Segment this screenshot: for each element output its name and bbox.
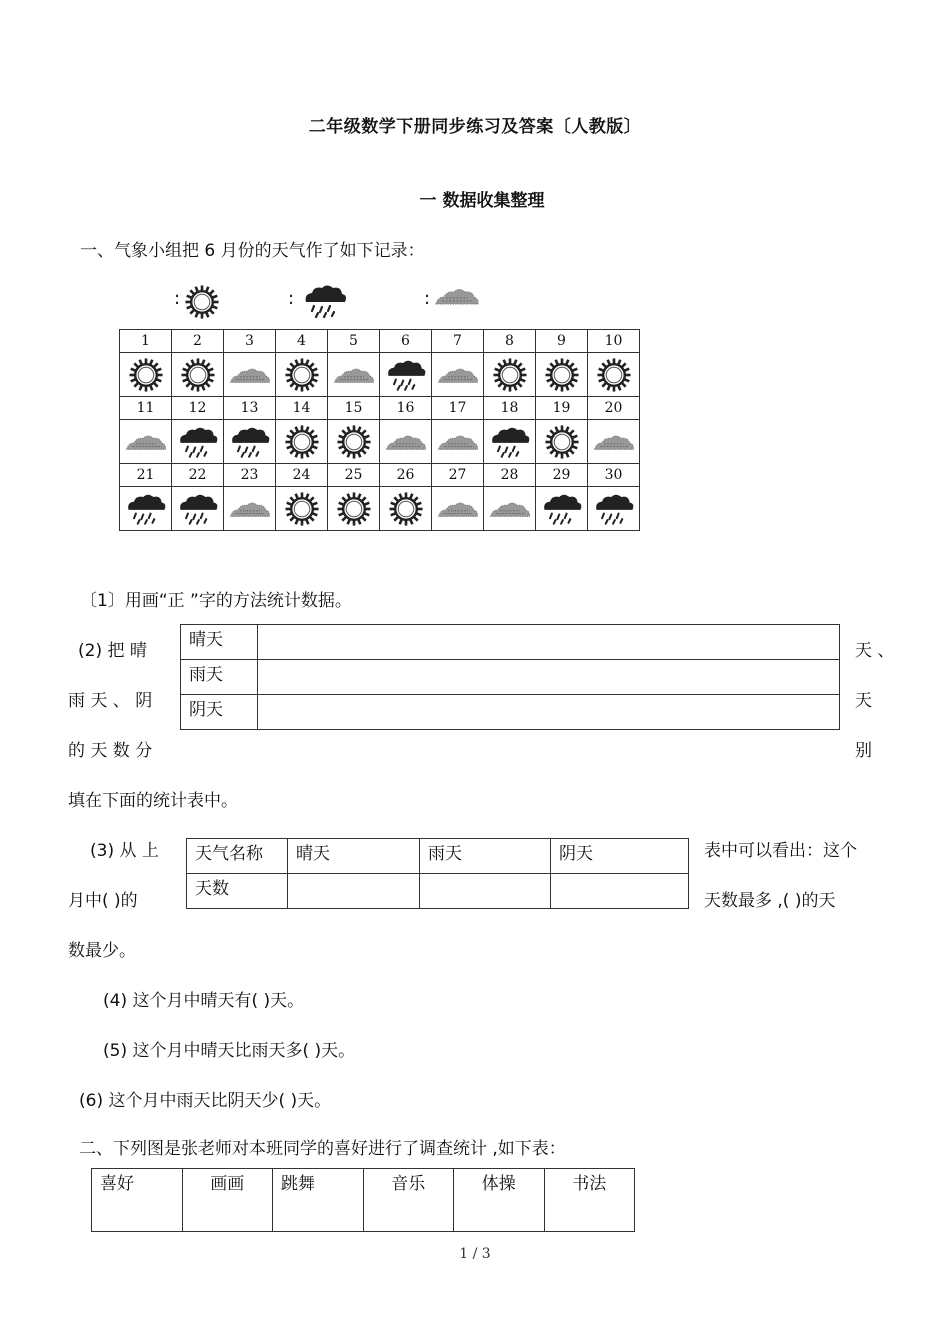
question-2-intro: 二、下列图是张老师对本班同学的喜好进行了调查统计 ,如下表： <box>79 1139 566 1159</box>
hobby-table <box>91 1168 635 1232</box>
sub-question-2-right-2: 天 <box>855 691 872 711</box>
day-number: 24 <box>276 464 328 487</box>
day-weather-cell <box>172 353 224 397</box>
table-header-cell: 雨天 <box>420 839 551 874</box>
day-weather-cell <box>380 420 432 464</box>
weather-calendar <box>119 329 640 531</box>
sub-question-6: (6) 这个月中雨天比阴天少( )天。 <box>79 1091 332 1111</box>
page-number: 1 / 3 <box>459 1246 491 1262</box>
day-weather-cell <box>328 353 380 397</box>
day-number: 10 <box>588 330 640 353</box>
day-weather-cell <box>172 487 224 531</box>
sub-question-5: (5) 这个月中晴天比雨天多( )天。 <box>103 1041 356 1061</box>
rain-cloud-icon <box>591 491 637 527</box>
day-weather-cell <box>380 487 432 531</box>
question-1-intro: 一、气象小组把 6 月份的天气作了如下记录： <box>80 241 425 261</box>
day-weather-cell <box>276 353 328 397</box>
table-row <box>181 625 840 660</box>
day-number: 26 <box>380 464 432 487</box>
day-number: 6 <box>380 330 432 353</box>
day-weather-cell <box>484 353 536 397</box>
day-number: 8 <box>484 330 536 353</box>
legend-separator: : <box>288 288 295 309</box>
day-number: 4 <box>276 330 328 353</box>
rain-cloud-icon <box>487 424 533 460</box>
day-number: 20 <box>588 397 640 420</box>
table-header-cell: 画画 <box>182 1169 273 1232</box>
table-row <box>92 1169 635 1232</box>
sun-icon <box>336 424 372 460</box>
unit-heading: 一 数据收集整理 <box>419 191 545 211</box>
table-header-cell: 书法 <box>544 1169 635 1232</box>
day-weather-cell <box>380 353 432 397</box>
table-row <box>187 874 689 909</box>
sun-icon <box>180 357 216 393</box>
overcast-cloud-icon <box>123 430 169 454</box>
overcast-cloud-icon <box>383 430 429 454</box>
rain-cloud-icon <box>300 282 350 320</box>
day-weather-cell <box>588 420 640 464</box>
sub-question-3-right-1: 表中可以看出：这个 <box>704 841 857 861</box>
answer-cell[interactable] <box>288 874 420 909</box>
sun-icon <box>128 357 164 393</box>
sun-icon <box>388 491 424 527</box>
sub-question-2-right-3: 别 <box>855 741 872 761</box>
sun-icon <box>544 357 580 393</box>
calendar-weather-row <box>120 487 640 531</box>
day-number: 2 <box>172 330 224 353</box>
rain-cloud-icon <box>175 491 221 527</box>
tally-label: 雨天 <box>181 660 258 695</box>
answer-cell[interactable] <box>551 874 689 909</box>
overcast-cloud-icon <box>435 363 481 387</box>
day-weather-cell <box>484 420 536 464</box>
table-row <box>181 695 840 730</box>
day-weather-cell <box>536 487 588 531</box>
calendar-day-number-row <box>120 330 640 353</box>
day-number: 15 <box>328 397 380 420</box>
sub-question-2-right-1: 天 、 <box>855 641 895 661</box>
sub-question-2-tail: 填在下面的统计表中。 <box>68 791 238 811</box>
day-number: 18 <box>484 397 536 420</box>
sun-icon <box>596 357 632 393</box>
day-number: 30 <box>588 464 640 487</box>
calendar-day-number-row <box>120 397 640 420</box>
day-weather-cell <box>120 353 172 397</box>
calendar-weather-row <box>120 420 640 464</box>
day-weather-cell <box>328 420 380 464</box>
rain-cloud-icon <box>123 491 169 527</box>
answer-cell[interactable] <box>420 874 551 909</box>
sub-question-3-right-2: 天数最多 ,( )的天 <box>704 891 836 911</box>
table-row <box>187 839 689 874</box>
day-weather-cell <box>120 420 172 464</box>
day-number: 13 <box>224 397 276 420</box>
day-weather-cell <box>432 353 484 397</box>
sun-icon <box>492 357 528 393</box>
overcast-cloud-icon <box>227 497 273 521</box>
day-number: 1 <box>120 330 172 353</box>
day-number: 9 <box>536 330 588 353</box>
sun-icon <box>284 491 320 527</box>
sub-question-3-tail: 数最少。 <box>68 941 136 961</box>
sub-question-2-line-3: 的 天 数 分 <box>68 741 153 761</box>
day-weather-cell <box>536 353 588 397</box>
rain-cloud-icon <box>227 424 273 460</box>
sun-icon <box>336 491 372 527</box>
calendar-weather-row <box>120 353 640 397</box>
sun-icon <box>284 357 320 393</box>
table-header-cell: 音乐 <box>363 1169 454 1232</box>
weather-legend <box>170 282 490 322</box>
sub-question-3-line-1: (3) 从 上 <box>90 841 159 861</box>
day-number: 14 <box>276 397 328 420</box>
rain-cloud-icon <box>539 491 585 527</box>
day-weather-cell <box>224 420 276 464</box>
day-weather-cell <box>588 353 640 397</box>
day-weather-cell <box>536 420 588 464</box>
sub-question-1: 〔1〕用画“正 ”字的方法统计数据。 <box>80 591 352 611</box>
table-header-cell: 跳舞 <box>273 1169 364 1232</box>
day-number: 28 <box>484 464 536 487</box>
overcast-cloud-icon <box>591 430 637 454</box>
day-weather-cell <box>588 487 640 531</box>
day-number: 25 <box>328 464 380 487</box>
overcast-cloud-icon <box>435 430 481 454</box>
overcast-cloud-icon <box>331 363 377 387</box>
sun-icon <box>284 424 320 460</box>
day-weather-cell <box>432 420 484 464</box>
legend-separator: : <box>424 288 431 309</box>
day-number: 22 <box>172 464 224 487</box>
tally-answer-cell[interactable] <box>258 660 840 695</box>
day-number: 12 <box>172 397 224 420</box>
day-number: 21 <box>120 464 172 487</box>
day-number: 17 <box>432 397 484 420</box>
sun-icon <box>544 424 580 460</box>
rain-cloud-icon <box>383 357 429 393</box>
overcast-cloud-icon <box>432 284 482 308</box>
tally-table <box>180 624 840 730</box>
table-header-cell: 喜好 <box>92 1169 183 1232</box>
day-weather-cell <box>484 487 536 531</box>
rain-cloud-icon <box>175 424 221 460</box>
day-weather-cell <box>328 487 380 531</box>
day-number: 29 <box>536 464 588 487</box>
sub-question-4: (4) 这个月中晴天有( )天。 <box>103 991 305 1011</box>
table-row-label: 天数 <box>187 874 288 909</box>
table-header-cell: 晴天 <box>288 839 420 874</box>
table-row <box>181 660 840 695</box>
sub-question-2-line-2: 雨 天 、 阴 <box>68 691 153 711</box>
day-weather-cell <box>276 420 328 464</box>
day-weather-cell <box>276 487 328 531</box>
day-number: 23 <box>224 464 276 487</box>
sub-question-3-line-2: 月中( )的 <box>68 891 138 911</box>
calendar-day-number-row <box>120 464 640 487</box>
overcast-cloud-icon <box>435 497 481 521</box>
day-weather-cell <box>172 420 224 464</box>
sun-icon <box>184 284 220 320</box>
tally-answer-cell[interactable] <box>258 695 840 730</box>
tally-answer-cell[interactable] <box>258 625 840 660</box>
day-number: 7 <box>432 330 484 353</box>
day-number: 16 <box>380 397 432 420</box>
overcast-cloud-icon <box>487 497 533 521</box>
day-weather-cell <box>224 487 276 531</box>
page-title: 二年级数学下册同步练习及答案〔人教版〕 <box>308 117 642 137</box>
tally-label: 晴天 <box>181 625 258 660</box>
day-number: 11 <box>120 397 172 420</box>
day-number: 27 <box>432 464 484 487</box>
table-header-cell: 阴天 <box>551 839 689 874</box>
statistics-table <box>186 838 689 909</box>
table-header-cell: 天气名称 <box>187 839 288 874</box>
overcast-cloud-icon <box>227 363 273 387</box>
day-number: 19 <box>536 397 588 420</box>
day-weather-cell <box>432 487 484 531</box>
day-weather-cell <box>224 353 276 397</box>
day-number: 3 <box>224 330 276 353</box>
table-header-cell: 体操 <box>454 1169 545 1232</box>
legend-separator: : <box>174 288 181 309</box>
tally-label: 阴天 <box>181 695 258 730</box>
day-weather-cell <box>120 487 172 531</box>
sub-question-2-line-1: (2) 把 晴 <box>78 641 147 661</box>
day-number: 5 <box>328 330 380 353</box>
